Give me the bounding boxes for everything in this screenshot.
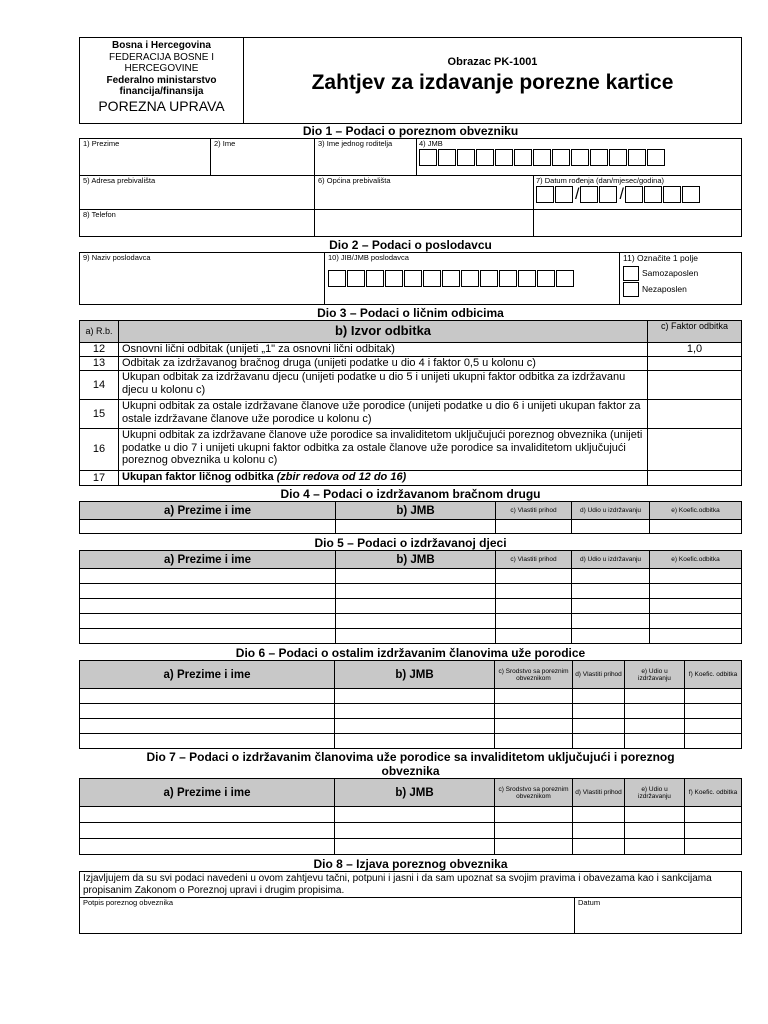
- employer-name-label: 9) Naziv poslodavca: [83, 253, 151, 262]
- deductions-table: [79, 320, 742, 486]
- col-jmb-header: b) JMB: [335, 779, 495, 807]
- digit-box[interactable]: [628, 149, 646, 166]
- name-label: 2) Ime: [214, 139, 236, 148]
- form-header: [79, 37, 742, 124]
- col-income-header: c) Vlastiti prihod: [496, 502, 572, 520]
- row-number: 13: [80, 357, 119, 371]
- digit-box[interactable]: [518, 270, 536, 287]
- table-row[interactable]: [80, 704, 742, 719]
- digit-box[interactable]: [533, 149, 551, 166]
- factor-value[interactable]: [648, 371, 742, 400]
- row-text: Odbitak za izdržavanog bračnog druga (unijeti podatke u dio 4 i faktor 0,5 u kolonu c): [119, 357, 648, 371]
- col-rb-header: a) R.b.: [80, 321, 119, 343]
- unemployed-checkbox[interactable]: [623, 282, 639, 297]
- address-label: 5) Adresa prebivališta: [83, 176, 156, 185]
- form-code: Obrazac PK-1001: [447, 56, 538, 68]
- federation-label-1: FEDERACIJA BOSNE I: [108, 51, 215, 63]
- parent-name-field[interactable]: [315, 139, 417, 176]
- col-income-header: d) Vlastiti prihod: [573, 779, 625, 807]
- empty-cell: [534, 210, 742, 237]
- municipality-label: 6) Općina prebivališta: [318, 176, 391, 185]
- name-field[interactable]: [211, 139, 315, 176]
- table-row[interactable]: [80, 520, 742, 534]
- row-text: Ukupni odbitak za ostale izdržavane članove uže porodice (unijeti podatke u dio 6 i unijeti ukupan faktor za ostale izdržavane članove uže porodice u kolonu c): [119, 400, 648, 429]
- col-income-header: d) Vlastiti prihod: [573, 661, 625, 689]
- table-row[interactable]: [80, 584, 742, 599]
- ministry-label-1: Federalno ministarstvo: [106, 74, 217, 86]
- row-text: Ukupni odbitak za izdržavane članove uže porodice sa invaliditetom uključujući poreznog obveznika (unijeti podatke u dio 7 i unijeti ukupni faktor odbitka za ostale članove uže porodice sa invaliditetom uključujući poreznog obveznika u kolonu c): [119, 429, 648, 471]
- birthdate-label: 7) Datum rođenja (dan/mjesec/godina): [536, 176, 664, 185]
- digit-box[interactable]: [457, 149, 475, 166]
- col-jmb-header: b) JMB: [336, 551, 496, 569]
- part6-title: Dio 6 – Podaci o ostalim izdržavanim članovima uže porodice: [235, 646, 586, 660]
- factor-value[interactable]: [648, 400, 742, 429]
- date-field[interactable]: [575, 898, 742, 934]
- status-label: 11) Označite 1 polje: [623, 253, 698, 263]
- digit-box[interactable]: [556, 270, 574, 287]
- table-row[interactable]: [80, 599, 742, 614]
- parent-name-label: 3) Ime jednog roditelja: [318, 139, 393, 148]
- digit-box[interactable]: [571, 149, 589, 166]
- table-row[interactable]: [80, 839, 742, 855]
- phone-label: 8) Telefon: [83, 210, 116, 219]
- part7-title-line1: Dio 7 – Podaci o izdržavanim članovima uže porodice sa invaliditetom uključujući i poreznog: [146, 750, 675, 764]
- digit-box[interactable]: [555, 186, 573, 203]
- jmb-field[interactable]: [417, 139, 742, 176]
- employer-jib-field[interactable]: [325, 253, 620, 305]
- table-row[interactable]: [80, 807, 742, 823]
- total-label: Ukupan faktor ličnog odbitka: [122, 471, 274, 483]
- factor-value[interactable]: [648, 357, 742, 371]
- digit-box[interactable]: [366, 270, 384, 287]
- deduction-row: [80, 400, 742, 429]
- self-employed-label: Samozaposlen: [642, 267, 699, 278]
- date-label: Datum: [578, 898, 601, 907]
- jib-boxes[interactable]: [328, 270, 616, 287]
- digit-box[interactable]: [461, 270, 479, 287]
- digit-box[interactable]: [644, 186, 662, 203]
- digit-box[interactable]: [682, 186, 700, 203]
- row-text: Osnovni lični odbitak (unijeti „1" za osnovni lični odbitak): [119, 343, 648, 357]
- municipality-field[interactable]: [315, 176, 534, 210]
- digit-box[interactable]: [663, 186, 681, 203]
- digit-box[interactable]: [514, 149, 532, 166]
- digit-box[interactable]: [625, 186, 643, 203]
- row-number: 12: [80, 343, 119, 357]
- col-relation-header: c) Srodstvo sa poreznim obveznikom: [495, 661, 573, 689]
- signature-field[interactable]: [80, 898, 575, 934]
- col-share-header: e) Udio u izdržavanju: [625, 779, 685, 807]
- part1-table: [79, 138, 742, 237]
- form-title: Zahtjev za izdavanje porezne kartice: [311, 71, 674, 94]
- table-row[interactable]: [80, 689, 742, 704]
- digit-box[interactable]: [438, 149, 456, 166]
- col-coef-header: f) Koefic. odbitka: [685, 779, 742, 807]
- col-coef-header: e) Koefic.odbitka: [650, 502, 742, 520]
- digit-box[interactable]: [404, 270, 422, 287]
- birthdate-field[interactable]: [534, 176, 742, 210]
- col-coef-header: f) Koefic. odbitka: [685, 661, 742, 689]
- col-income-header: c) Vlastiti prihod: [496, 551, 572, 569]
- digit-box[interactable]: [647, 149, 665, 166]
- col-name-header: a) Prezime i ime: [80, 661, 335, 689]
- statement-table: [79, 871, 742, 934]
- col-relation-header: c) Srodstvo sa poreznim obveznikom: [495, 779, 573, 807]
- digit-box[interactable]: [476, 149, 494, 166]
- col-share-header: d) Udio u izdržavanju: [572, 551, 650, 569]
- digit-box[interactable]: [552, 149, 570, 166]
- part8-title: Dio 8 – Izjava poreznog obveznika: [313, 857, 508, 871]
- col-source-header: b) Izvor odbitka: [119, 321, 648, 343]
- col-name-header: a) Prezime i ime: [80, 502, 336, 520]
- table-row[interactable]: [80, 614, 742, 629]
- jmb-label: 4) JMB: [419, 139, 443, 148]
- deduction-row: [80, 371, 742, 400]
- disability-table: [79, 778, 742, 855]
- form-page: [79, 37, 742, 934]
- surname-field[interactable]: [80, 139, 211, 176]
- part1-title: Dio 1 – Podaci o poreznom obvezniku: [302, 124, 519, 138]
- col-factor-header: c) Faktor odbitka: [648, 321, 742, 343]
- col-name-header: a) Prezime i ime: [80, 779, 335, 807]
- surname-label: 1) Prezime: [83, 139, 120, 148]
- digit-box[interactable]: [536, 186, 554, 203]
- part7-title-line2: obveznika: [381, 764, 440, 778]
- digit-box[interactable]: [609, 149, 627, 166]
- digit-box[interactable]: [499, 270, 517, 287]
- slash-separator: /: [575, 186, 580, 203]
- total-factor-value[interactable]: [648, 471, 742, 486]
- birthdate-boxes[interactable]: [536, 186, 739, 203]
- deduction-row: [80, 357, 742, 371]
- col-share-header: e) Udio u izdržavanju: [625, 661, 685, 689]
- factor-value[interactable]: [648, 429, 742, 471]
- table-row[interactable]: [80, 569, 742, 584]
- digit-box[interactable]: [385, 270, 403, 287]
- row-number: 17: [80, 471, 119, 486]
- row-number: 15: [80, 400, 119, 429]
- children-table: [79, 550, 742, 644]
- slash-separator: /: [619, 186, 624, 203]
- factor-value[interactable]: 1,0: [648, 343, 742, 357]
- employer-name-field[interactable]: [80, 253, 325, 305]
- jmb-boxes[interactable]: [419, 149, 739, 166]
- part2-table: [79, 252, 742, 305]
- col-coef-header: e) Koefic.odbitka: [650, 551, 742, 569]
- signature-label: Potpis poreznog obveznika: [83, 898, 174, 907]
- unemployed-label: Nezaposlen: [642, 283, 687, 294]
- self-employed-checkbox[interactable]: [623, 266, 639, 281]
- total-row: [80, 471, 742, 486]
- employer-jib-label: 10) JIB/JMB poslodavca: [328, 253, 409, 262]
- row-number: 16: [80, 429, 119, 471]
- agency-label: POREZNA UPRAVA: [98, 97, 225, 114]
- address-field[interactable]: [80, 176, 315, 210]
- federation-label-2: HERCEGOVINE: [124, 63, 199, 74]
- table-row[interactable]: [80, 823, 742, 839]
- digit-box[interactable]: [590, 149, 608, 166]
- part7-title: [79, 750, 742, 778]
- part2-title: Dio 2 – Podaci o poslodavcu: [329, 238, 492, 252]
- digit-box[interactable]: [599, 186, 617, 203]
- statement-text: Izjavljujem da su svi podaci navedeni u ovom zahtjevu tačni, potpuni i jasni i da sam upoznat sa svojim pravima i obavezama kao i sankcijama propisanim Zakonom o Poreznoj upravi i drugim propisima.: [80, 872, 742, 898]
- digit-box[interactable]: [347, 270, 365, 287]
- table-row[interactable]: [80, 629, 742, 644]
- part5-title: Dio 5 – Podaci o izdržavanoj djeci: [314, 536, 507, 550]
- deduction-row: [80, 343, 742, 357]
- status-field: [620, 253, 742, 305]
- digit-box[interactable]: [580, 186, 598, 203]
- col-share-header: d) Udio u izdržavanju: [572, 502, 650, 520]
- ministry-label-2: financija/finansija: [119, 86, 204, 97]
- part3-title: Dio 3 – Podaci o ličnim odbicima: [317, 306, 504, 320]
- deduction-row: [80, 429, 742, 471]
- digit-box[interactable]: [480, 270, 498, 287]
- digit-box[interactable]: [419, 149, 437, 166]
- country-label: Bosna i Hercegovina: [112, 40, 211, 51]
- total-note: (zbir redova od 12 do 16): [276, 471, 407, 483]
- issuer-block: [80, 38, 244, 123]
- col-jmb-header: b) JMB: [336, 502, 496, 520]
- table-row[interactable]: [80, 719, 742, 734]
- empty-cell: [315, 210, 534, 237]
- digit-box[interactable]: [423, 270, 441, 287]
- part4-title: Dio 4 – Podaci o izdržavanom bračnom drugu: [280, 487, 541, 501]
- family-table: [79, 660, 742, 749]
- phone-field[interactable]: [80, 210, 315, 237]
- digit-box[interactable]: [495, 149, 513, 166]
- table-row[interactable]: [80, 734, 742, 749]
- total-text: [119, 471, 648, 486]
- col-jmb-header: b) JMB: [335, 661, 495, 689]
- digit-box[interactable]: [328, 270, 346, 287]
- title-block: [244, 38, 741, 123]
- row-number: 14: [80, 371, 119, 400]
- deductions-header: [80, 321, 742, 343]
- row-text: Ukupan odbitak za izdržavanu djecu (unijeti podatke u dio 5 i unijeti ukupni faktor odbitka za izdržavanu djecu u kolonu c): [119, 371, 648, 400]
- spouse-table: [79, 501, 742, 534]
- col-name-header: a) Prezime i ime: [80, 551, 336, 569]
- digit-box[interactable]: [442, 270, 460, 287]
- digit-box[interactable]: [537, 270, 555, 287]
